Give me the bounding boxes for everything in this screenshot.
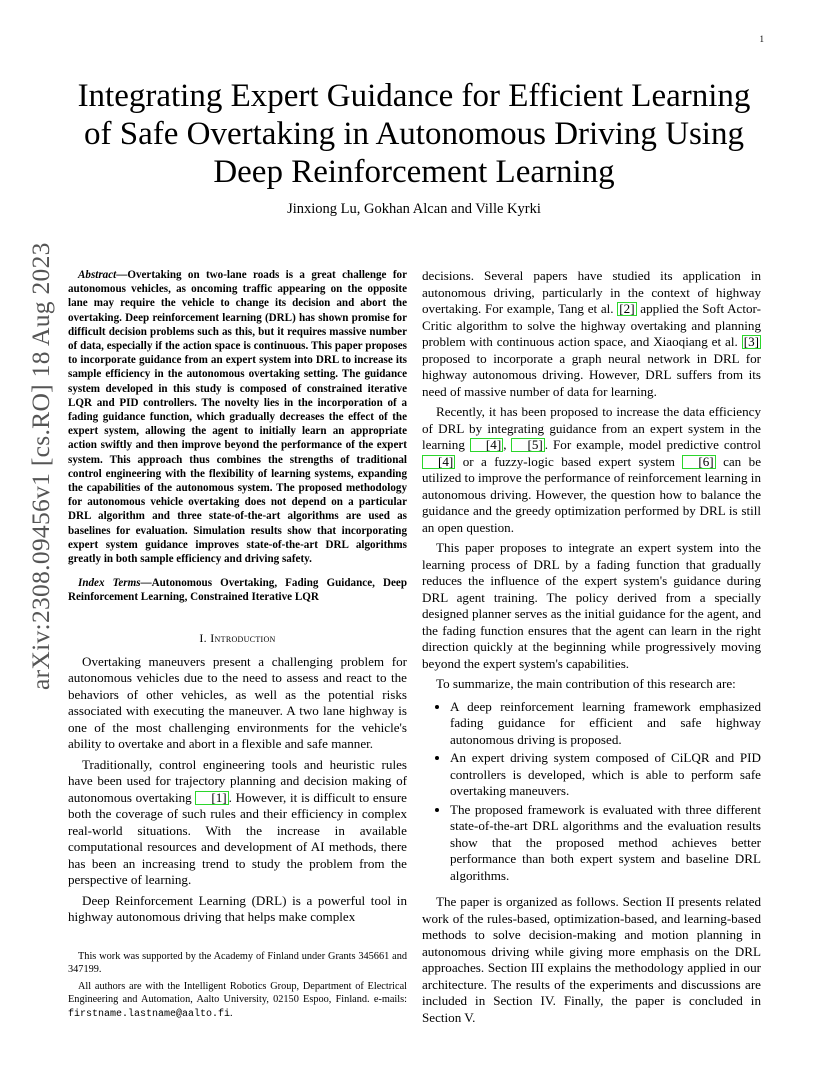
index-terms-lead: Index Terms [78, 577, 141, 590]
right-paragraph-3: This paper proposes to integrate an expert system into the learning process of DRL by a fading function that gradually reduces the influence of the expert system's guidance during DRL agent training. The policy derived from a specially designed planner serves as the initial guidance for the agent, and the fading function ensures that the agent can learn in the right direction quickly at the beginning while progressively moving beyond the expert system's capabilities. [422, 540, 761, 671]
footnotes [68, 950, 407, 1024]
authors: Jinxiong Lu, Gokhan Alcan and Ville Kyrki [287, 201, 541, 217]
list-item: • The proposed framework is evaluated with three different state-of-the-art DRL algorithms and the evaluation results show that the proposed method achieves better performance than both expert system and baseline DRL algorithms. [450, 802, 761, 885]
footnote-funding: This work was supported by the Academy of Finland under Grants 345661 and 347199. [68, 951, 407, 976]
list-item: • An expert driving system composed of CiLQR and PID controllers is developed, which is able to perform safe overtaking maneuvers. [450, 750, 761, 800]
email-address[interactable]: firstname.lastname@aalto.fi [68, 1008, 231, 1020]
list-item: • A deep reinforcement learning framework emphasized fading guidance for efficient and safe highway autonomous driving is proposed. [450, 699, 761, 749]
page-number: 1 [759, 34, 764, 44]
citation-link[interactable]: [1] [195, 791, 228, 805]
arxiv-stamp: arXiv:2308.09456v1 [cs.RO] 18 Aug 2023 [26, 242, 55, 690]
section-heading-introduction [68, 631, 407, 646]
right-paragraph-4: To summarize, the main contribution of this research are: [436, 676, 736, 691]
intro-paragraph-3: Deep Reinforcement Learning (DRL) is a powerful tool in highway autonomous driving that helps make complex [68, 892, 407, 925]
right-paragraph-5: The paper is organized as follows. Section II presents related work of the rules-based, optimization-based, and learning-based methods to solve decision-making and motion planning in autonomous driving while giving more emphasis on the DRL approaches. Section III explains the methodology applied in our architecture. The results of the experiments and discussions are included in Section IV. Finally, the paper is concluded in Section V. [422, 894, 761, 1025]
section-title: Introduction [210, 630, 276, 645]
right-column [422, 268, 761, 1030]
abstract-lead: Abstract [78, 269, 117, 281]
footnote-affiliation: All authors are with the Intelligent Robotics Group, Department of Electrical Engineering and Automation, Aalto University, 02150 Espoo, Finland. e-mails: firstname.lastname@aalto.fi. [68, 980, 407, 1020]
right-paragraph-1: decisions. Several papers have studied its application in autonomous driving, particularly in the context of highway overtaking. For example, Tang et al. [2] applied the Soft Actor-Critic algorithm to solve the highway overtaking and planning problem with continuous action space, and Xiaoqiang et al. [3] proposed to incorporate a graph neural network in DRL for highway autonomous driving. However, DRL suffers from its need of massive number of data for learning. [422, 268, 761, 399]
contribution-list [422, 699, 761, 885]
citation-link[interactable]: [6] [682, 455, 715, 469]
abstract-text: —Overtaking on two-lane roads is a great challenge for autonomous vehicles, as oncoming traffic appearing on the opposite lane may require the vehicle to change its decision and abort the overtaking. Deep reinforcement learning (DRL) has shown promise for difficult decision problems such as this, but it requires massive number of data, especially if the action space is continuous. This paper proposes to incorporate guidance from an expert system into DRL to increase its sample efficiency in the autonomous overtaking setting. The guidance system developed in this study is composed of constrained iterative LQR and PID controllers. The novelty lies in the incorporation of a fading guidance function, which gradually decreases the effect of the expert system, allowing the agent to initially learn an appropriate action swiftly and then improve beyond the performance of the expert system. This approach thus combines the strengths of traditional control engineering with the flexibility of learning systems, expanding the capabilities of the autonomous system. The proposed methodology for autonomous vehicle overtaking does not depend on a particular DRL algorithm and three state-of-the-art algorithms are used as baselines for evaluation. Simulation results show that incorporating expert system guidance improves state-of-the-art DRL algorithms greatly in both sample efficiency and driving safety. [68, 269, 407, 566]
intro-paragraph-2: Traditionally, control engineering tools and heuristic rules have been used for trajectory planning and decision making of autonomous overtaking [1] . However, it is difficult to ensure both the coverage of such rules and their efficiency in complex real-world situations. With the increase in available computational resources and development of AI methods, there has been an increasing trend to study the problem from the perspective of learning. [68, 756, 407, 888]
citation-link[interactable]: [4] [422, 455, 455, 469]
index-terms-text: —Autonomous Overtaking, Fading Guidance, Deep Reinforcement Learning, Constrained Iterative LQR [68, 577, 407, 604]
citation-link[interactable]: [2] [619, 301, 635, 316]
section-number: I. [199, 630, 211, 645]
left-column [68, 268, 407, 930]
citation-link[interactable]: [3] [743, 334, 759, 349]
paper-title: Integrating Expert Guidance for Efficient Learning of Safe Overtaking in Autonomous Driving Using Deep Reinforcement Learning [77, 78, 751, 190]
right-paragraph-2: Recently, it has been proposed to increase the data efficiency of DRL by integrating guidance from an expert system in the learning [4] , [5] . For example, model predictive control [4] or a fuzzy-logic based expert system [6] can be utilized to improve the performance of reinforcement learning in autonomous driving. However, the question how to balance the guidance and the greedy optimization performed by DRL is still an open question. [422, 404, 761, 535]
intro-paragraph-1: Overtaking maneuvers present a challenging problem for autonomous vehicles due to the need to assess and react to the behaviors of other vehicles, as well as the potential risks associated with executing the maneuver. A two lane highway is one of the most challenging environments for the vehicle's ability to overtake and abort in a flexible and safe manner. [68, 653, 407, 752]
abstract [68, 268, 407, 566]
citation-link[interactable]: [4] [470, 438, 503, 452]
index-terms [68, 576, 407, 604]
citation-link[interactable]: [5] [511, 438, 544, 452]
